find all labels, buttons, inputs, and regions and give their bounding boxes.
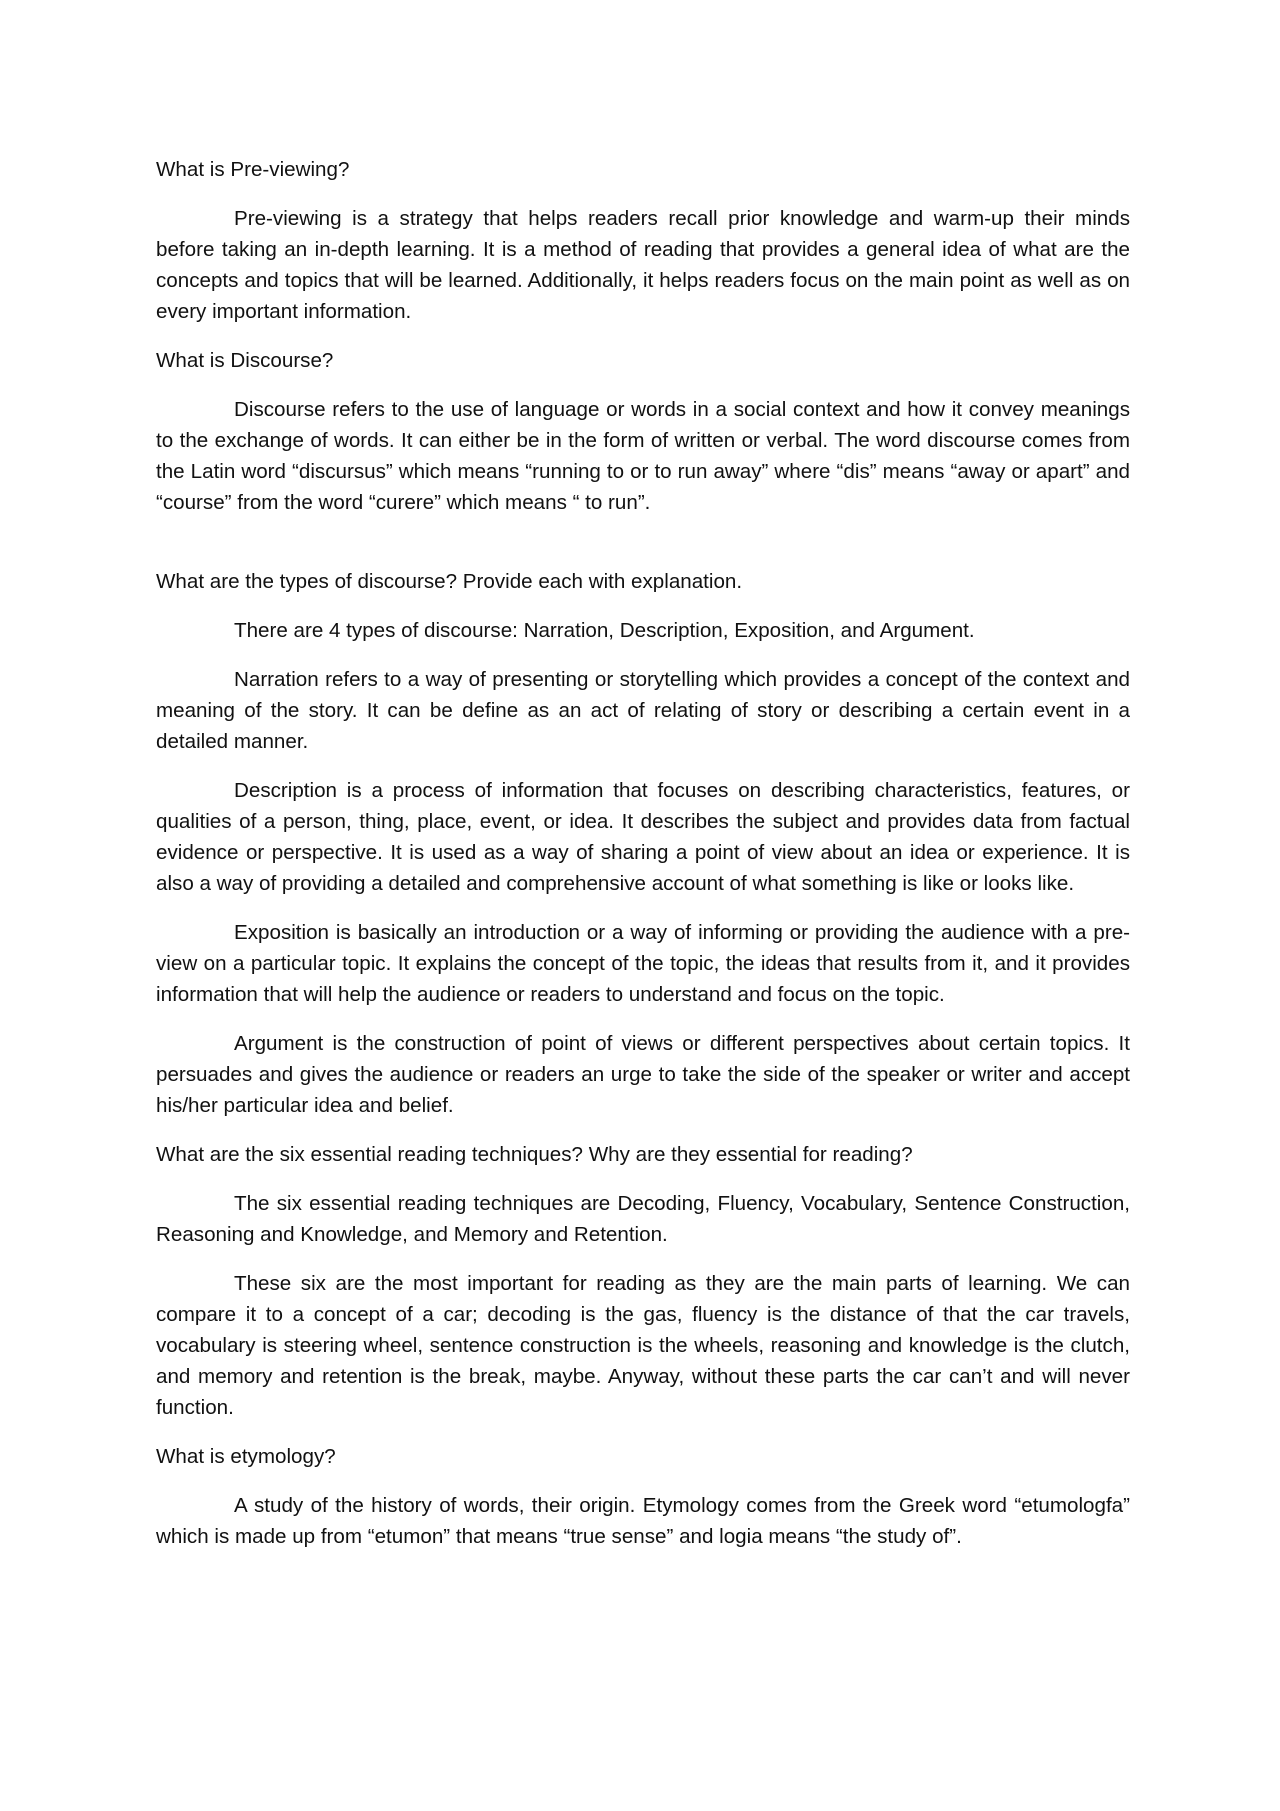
answer-description: Description is a process of information that focuses on describing characteristics, features, or qualities of a person, thing, place, event, or idea. It describes the subject and provides data from factual evidence or perspective. It is used as a way of sharing a point of view about an idea or experience. It is also a way of providing a detailed and comprehensive account of what something is like or looks like.	[156, 779, 1130, 895]
answer-narration: Narration refers to a way of presenting or storytelling which provides a concept of the context and meaning of the story. It can be define as an act of relating of story or describing a certain event in a detailed manner.	[156, 668, 1130, 753]
answer-types-intro: There are 4 types of discourse: Narration, Description, Exposition, and Argument.	[234, 619, 975, 642]
question-previewing: What is Pre-viewing?	[156, 158, 350, 181]
question-etymology: What is etymology?	[156, 1445, 336, 1468]
answer-discourse: Discourse refers to the use of language or words in a social context and how it convey meanings to the exchange of words. It can either be in the form of written or verbal. The word discourse comes from the Latin word “discursus” which means “running to or to run away” where “dis” means “away or apart” and “course” from the word “curere” which means “ to run”.	[156, 398, 1130, 514]
answer-argument: Argument is the construction of point of views or different perspectives about certain topics. It persuades and gives the audience or readers an urge to take the side of the speaker or writer and accept his/her particular idea and belief.	[156, 1032, 1130, 1117]
question-reading-techniques: What are the six essential reading techniques? Why are they essential for reading?	[156, 1143, 913, 1166]
document-page	[156, 154, 1130, 1570]
question-types-of-discourse: What are the types of discourse? Provide each with explanation.	[156, 570, 743, 593]
answer-techniques-why: These six are the most important for reading as they are the main parts of learning. We can compare it to a concept of a car; decoding is the gas, fluency is the distance of that the car travels, vocabulary is steering wheel, sentence construction is the wheels, reasoning and knowledge is the clutch, and memory and retention is the break, maybe. Anyway, without these parts the car can’t and will never function.	[156, 1272, 1130, 1419]
answer-previewing: Pre-viewing is a strategy that helps readers recall prior knowledge and warm-up their minds before taking an in-depth learning. It is a method of reading that provides a general idea of what are the concepts and topics that will be learned. Additionally, it helps readers focus on the main point as well as on every important information.	[156, 207, 1130, 323]
answer-exposition: Exposition is basically an introduction or a way of informing or providing the audience with a pre-view on a particular topic. It explains the concept of the topic, the ideas that results from it, and it provides information that will help the audience or readers to understand and focus on the topic.	[156, 921, 1130, 1006]
answer-etymology: A study of the history of words, their origin. Etymology comes from the Greek word “etumologfa” which is made up from “etumon” that means “true sense” and logia means “the study of”.	[156, 1494, 1130, 1548]
answer-techniques-list: The six essential reading techniques are Decoding, Fluency, Vocabulary, Sentence Construction, Reasoning and Knowledge, and Memory and Retention.	[156, 1192, 1130, 1246]
question-discourse: What is Discourse?	[156, 349, 334, 372]
